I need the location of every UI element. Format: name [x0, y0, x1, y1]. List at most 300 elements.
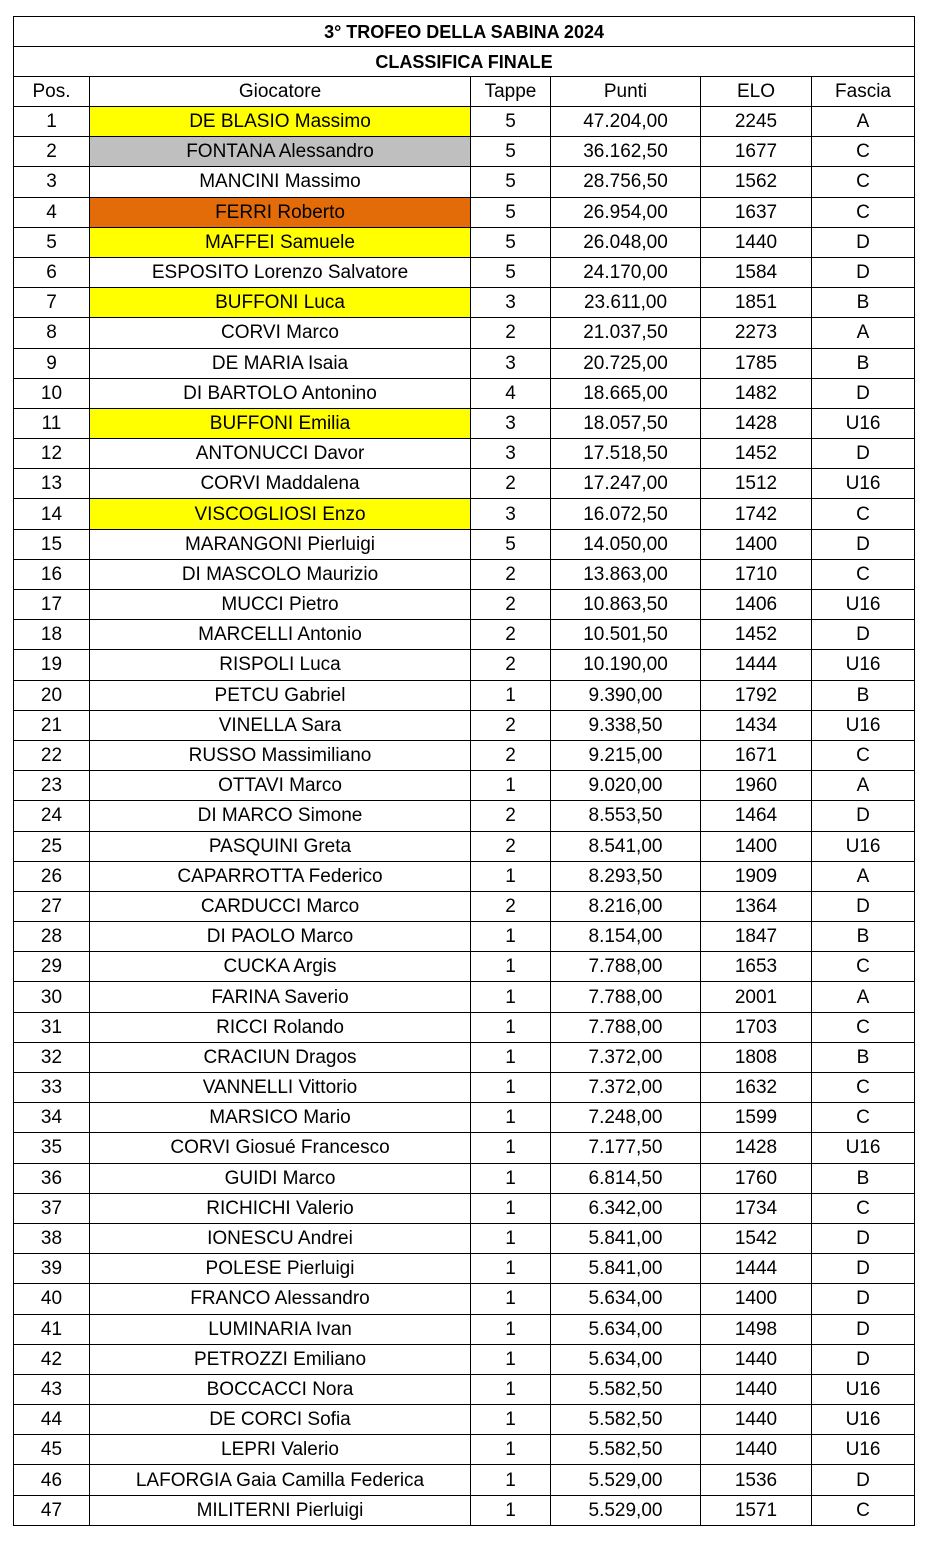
cell-punti: 16.072,50	[551, 499, 701, 529]
cell-tappe: 3	[471, 499, 551, 529]
cell-punti: 21.037,50	[551, 318, 701, 348]
cell-pos: 6	[14, 257, 90, 287]
cell-elo: 1653	[701, 952, 812, 982]
cell-fascia: C	[812, 197, 915, 227]
table-row	[14, 680, 915, 710]
table-row	[14, 439, 915, 469]
cell-giocatore: BOCCACCI Nora	[90, 1374, 471, 1404]
table-row	[14, 1314, 915, 1344]
table-row	[14, 801, 915, 831]
cell-tappe: 1	[471, 1073, 551, 1103]
cell-punti: 9.338,50	[551, 710, 701, 740]
cell-fascia: U16	[812, 469, 915, 499]
cell-fascia: D	[812, 257, 915, 287]
cell-pos: 8	[14, 318, 90, 348]
table-row	[14, 1254, 915, 1284]
cell-pos: 32	[14, 1042, 90, 1072]
cell-punti: 7.788,00	[551, 982, 701, 1012]
cell-pos: 11	[14, 408, 90, 438]
cell-punti: 8.293,50	[551, 861, 701, 891]
table-row	[14, 499, 915, 529]
cell-pos: 7	[14, 288, 90, 318]
cell-giocatore: OTTAVI Marco	[90, 771, 471, 801]
table-row	[14, 1163, 915, 1193]
cell-pos: 41	[14, 1314, 90, 1344]
cell-pos: 27	[14, 891, 90, 921]
cell-tappe: 1	[471, 1465, 551, 1495]
cell-pos: 24	[14, 801, 90, 831]
cell-punti: 13.863,00	[551, 559, 701, 589]
header-row	[14, 77, 915, 107]
cell-punti: 26.048,00	[551, 227, 701, 257]
cell-giocatore: VISCOGLIOSI Enzo	[90, 499, 471, 529]
cell-tappe: 2	[471, 710, 551, 740]
cell-fascia: C	[812, 1495, 915, 1525]
cell-elo: 1364	[701, 891, 812, 921]
cell-fascia: B	[812, 1163, 915, 1193]
cell-tappe: 1	[471, 1163, 551, 1193]
cell-pos: 2	[14, 137, 90, 167]
table-row	[14, 650, 915, 680]
table-row	[14, 288, 915, 318]
table-row	[14, 1042, 915, 1072]
cell-punti: 5.634,00	[551, 1344, 701, 1374]
cell-tappe: 3	[471, 439, 551, 469]
cell-elo: 1400	[701, 1284, 812, 1314]
cell-tappe: 1	[471, 1103, 551, 1133]
cell-tappe: 3	[471, 288, 551, 318]
cell-fascia: U16	[812, 1405, 915, 1435]
cell-fascia: U16	[812, 831, 915, 861]
header-pos: Pos.	[14, 77, 90, 107]
cell-elo: 1406	[701, 590, 812, 620]
cell-tappe: 1	[471, 1042, 551, 1072]
cell-pos: 31	[14, 1012, 90, 1042]
cell-elo: 1677	[701, 137, 812, 167]
cell-fascia: C	[812, 1073, 915, 1103]
cell-tappe: 2	[471, 318, 551, 348]
cell-elo: 1808	[701, 1042, 812, 1072]
table-row	[14, 1073, 915, 1103]
cell-punti: 5.529,00	[551, 1495, 701, 1525]
cell-elo: 1637	[701, 197, 812, 227]
cell-elo: 1785	[701, 348, 812, 378]
cell-pos: 17	[14, 590, 90, 620]
table-row	[14, 378, 915, 408]
cell-elo: 1671	[701, 740, 812, 770]
table-row	[14, 227, 915, 257]
table-row	[14, 1495, 915, 1525]
cell-giocatore: MARANGONI Pierluigi	[90, 529, 471, 559]
cell-giocatore: IONESCU Andrei	[90, 1223, 471, 1253]
cell-tappe: 5	[471, 529, 551, 559]
cell-tappe: 1	[471, 1223, 551, 1253]
cell-giocatore: CORVI Marco	[90, 318, 471, 348]
cell-elo: 1542	[701, 1223, 812, 1253]
cell-elo: 1440	[701, 227, 812, 257]
cell-tappe: 5	[471, 137, 551, 167]
cell-fascia: B	[812, 1042, 915, 1072]
table-row	[14, 922, 915, 952]
cell-tappe: 5	[471, 197, 551, 227]
cell-fascia: D	[812, 1314, 915, 1344]
cell-giocatore: RICCI Rolando	[90, 1012, 471, 1042]
cell-elo: 1428	[701, 408, 812, 438]
cell-fascia: C	[812, 740, 915, 770]
cell-tappe: 1	[471, 771, 551, 801]
cell-tappe: 2	[471, 740, 551, 770]
cell-punti: 5.582,50	[551, 1405, 701, 1435]
table-row	[14, 1465, 915, 1495]
cell-elo: 1440	[701, 1435, 812, 1465]
cell-tappe: 1	[471, 1374, 551, 1404]
cell-tappe: 1	[471, 1012, 551, 1042]
cell-giocatore: RICHICHI Valerio	[90, 1193, 471, 1223]
cell-elo: 1960	[701, 771, 812, 801]
cell-pos: 29	[14, 952, 90, 982]
cell-fascia: D	[812, 529, 915, 559]
cell-punti: 7.248,00	[551, 1103, 701, 1133]
cell-elo: 1710	[701, 559, 812, 589]
table-row	[14, 408, 915, 438]
cell-pos: 35	[14, 1133, 90, 1163]
cell-elo: 1734	[701, 1193, 812, 1223]
cell-punti: 9.215,00	[551, 740, 701, 770]
cell-elo: 1851	[701, 288, 812, 318]
cell-pos: 4	[14, 197, 90, 227]
cell-giocatore: FERRI Roberto	[90, 197, 471, 227]
cell-giocatore: FONTANA Alessandro	[90, 137, 471, 167]
cell-punti: 5.529,00	[551, 1465, 701, 1495]
cell-giocatore: MAFFEI Samuele	[90, 227, 471, 257]
cell-tappe: 1	[471, 1344, 551, 1374]
cell-giocatore: MUCCI Pietro	[90, 590, 471, 620]
cell-elo: 1847	[701, 922, 812, 952]
cell-giocatore: MARSICO Mario	[90, 1103, 471, 1133]
table-row	[14, 107, 915, 137]
cell-giocatore: BUFFONI Luca	[90, 288, 471, 318]
cell-pos: 19	[14, 650, 90, 680]
cell-pos: 20	[14, 680, 90, 710]
cell-giocatore: LEPRI Valerio	[90, 1435, 471, 1465]
cell-pos: 38	[14, 1223, 90, 1253]
cell-giocatore: DE MARIA Isaia	[90, 348, 471, 378]
table-row	[14, 710, 915, 740]
cell-fascia: A	[812, 318, 915, 348]
cell-giocatore: CAPARROTTA Federico	[90, 861, 471, 891]
table-row	[14, 771, 915, 801]
cell-punti: 7.372,00	[551, 1042, 701, 1072]
cell-giocatore: BUFFONI Emilia	[90, 408, 471, 438]
cell-elo: 1452	[701, 620, 812, 650]
cell-giocatore: DI MASCOLO Maurizio	[90, 559, 471, 589]
cell-tappe: 1	[471, 1254, 551, 1284]
cell-fascia: D	[812, 1465, 915, 1495]
table-row	[14, 590, 915, 620]
cell-fascia: D	[812, 439, 915, 469]
cell-elo: 1464	[701, 801, 812, 831]
cell-fascia: U16	[812, 590, 915, 620]
cell-punti: 18.665,00	[551, 378, 701, 408]
cell-pos: 12	[14, 439, 90, 469]
cell-tappe: 5	[471, 257, 551, 287]
cell-giocatore: RUSSO Massimiliano	[90, 740, 471, 770]
cell-giocatore: LUMINARIA Ivan	[90, 1314, 471, 1344]
cell-giocatore: DI MARCO Simone	[90, 801, 471, 831]
cell-elo: 1909	[701, 861, 812, 891]
cell-elo: 1536	[701, 1465, 812, 1495]
cell-elo: 2245	[701, 107, 812, 137]
cell-elo: 2001	[701, 982, 812, 1012]
cell-fascia: A	[812, 861, 915, 891]
cell-elo: 1444	[701, 1254, 812, 1284]
table-row	[14, 1405, 915, 1435]
cell-fascia: C	[812, 1193, 915, 1223]
table-row	[14, 559, 915, 589]
cell-giocatore: PETROZZI Emiliano	[90, 1344, 471, 1374]
cell-fascia: D	[812, 891, 915, 921]
table-row	[14, 1103, 915, 1133]
cell-pos: 22	[14, 740, 90, 770]
cell-giocatore: CRACIUN Dragos	[90, 1042, 471, 1072]
cell-pos: 16	[14, 559, 90, 589]
cell-fascia: C	[812, 167, 915, 197]
cell-giocatore: CORVI Maddalena	[90, 469, 471, 499]
cell-giocatore: FRANCO Alessandro	[90, 1284, 471, 1314]
cell-punti: 10.863,50	[551, 590, 701, 620]
header-tappe: Tappe	[471, 77, 551, 107]
cell-giocatore: DE BLASIO Massimo	[90, 107, 471, 137]
cell-punti: 10.501,50	[551, 620, 701, 650]
cell-elo: 1562	[701, 167, 812, 197]
cell-elo: 2273	[701, 318, 812, 348]
cell-elo: 1440	[701, 1344, 812, 1374]
cell-pos: 34	[14, 1103, 90, 1133]
cell-pos: 44	[14, 1405, 90, 1435]
cell-punti: 7.372,00	[551, 1073, 701, 1103]
cell-fascia: C	[812, 499, 915, 529]
cell-giocatore: CARDUCCI Marco	[90, 891, 471, 921]
cell-punti: 9.390,00	[551, 680, 701, 710]
cell-elo: 1703	[701, 1012, 812, 1042]
table-row	[14, 831, 915, 861]
cell-pos: 37	[14, 1193, 90, 1223]
cell-elo: 1452	[701, 439, 812, 469]
cell-tappe: 3	[471, 348, 551, 378]
cell-tappe: 2	[471, 559, 551, 589]
cell-punti: 5.582,50	[551, 1435, 701, 1465]
cell-punti: 20.725,00	[551, 348, 701, 378]
cell-elo: 1599	[701, 1103, 812, 1133]
cell-punti: 7.177,50	[551, 1133, 701, 1163]
cell-fascia: U16	[812, 408, 915, 438]
table-row	[14, 137, 915, 167]
cell-fascia: C	[812, 559, 915, 589]
cell-giocatore: ANTONUCCI Davor	[90, 439, 471, 469]
cell-fascia: U16	[812, 710, 915, 740]
cell-tappe: 2	[471, 620, 551, 650]
cell-punti: 28.756,50	[551, 167, 701, 197]
cell-tappe: 1	[471, 861, 551, 891]
cell-fascia: C	[812, 1103, 915, 1133]
cell-fascia: C	[812, 137, 915, 167]
header-punti: Punti	[551, 77, 701, 107]
table-row	[14, 1284, 915, 1314]
cell-pos: 42	[14, 1344, 90, 1374]
cell-tappe: 4	[471, 378, 551, 408]
cell-elo: 1498	[701, 1314, 812, 1344]
cell-punti: 5.634,00	[551, 1284, 701, 1314]
cell-punti: 8.553,50	[551, 801, 701, 831]
cell-pos: 46	[14, 1465, 90, 1495]
cell-tappe: 1	[471, 1405, 551, 1435]
cell-punti: 8.154,00	[551, 922, 701, 952]
cell-pos: 39	[14, 1254, 90, 1284]
cell-tappe: 2	[471, 891, 551, 921]
cell-pos: 10	[14, 378, 90, 408]
cell-giocatore: DI PAOLO Marco	[90, 922, 471, 952]
cell-tappe: 1	[471, 1495, 551, 1525]
cell-elo: 1760	[701, 1163, 812, 1193]
cell-punti: 7.788,00	[551, 1012, 701, 1042]
cell-punti: 17.518,50	[551, 439, 701, 469]
cell-punti: 14.050,00	[551, 529, 701, 559]
cell-tappe: 1	[471, 680, 551, 710]
cell-punti: 9.020,00	[551, 771, 701, 801]
cell-pos: 40	[14, 1284, 90, 1314]
cell-pos: 43	[14, 1374, 90, 1404]
standings-table	[13, 16, 915, 1526]
cell-fascia: U16	[812, 650, 915, 680]
cell-punti: 6.814,50	[551, 1163, 701, 1193]
cell-tappe: 3	[471, 408, 551, 438]
table-row	[14, 1435, 915, 1465]
cell-tappe: 5	[471, 227, 551, 257]
cell-pos: 5	[14, 227, 90, 257]
table-row	[14, 891, 915, 921]
cell-giocatore: VINELLA Sara	[90, 710, 471, 740]
cell-elo: 1571	[701, 1495, 812, 1525]
cell-punti: 17.247,00	[551, 469, 701, 499]
cell-pos: 26	[14, 861, 90, 891]
cell-tappe: 2	[471, 469, 551, 499]
cell-tappe: 1	[471, 1284, 551, 1314]
cell-giocatore: CUCKA Argis	[90, 952, 471, 982]
cell-fascia: D	[812, 1254, 915, 1284]
cell-punti: 8.216,00	[551, 891, 701, 921]
cell-punti: 23.611,00	[551, 288, 701, 318]
table-row	[14, 952, 915, 982]
cell-giocatore: MARCELLI Antonio	[90, 620, 471, 650]
cell-pos: 33	[14, 1073, 90, 1103]
cell-tappe: 1	[471, 982, 551, 1012]
cell-pos: 1	[14, 107, 90, 137]
cell-giocatore: VANNELLI Vittorio	[90, 1073, 471, 1103]
table-row	[14, 861, 915, 891]
cell-elo: 1742	[701, 499, 812, 529]
cell-pos: 14	[14, 499, 90, 529]
cell-tappe: 5	[471, 107, 551, 137]
cell-fascia: D	[812, 801, 915, 831]
title-row	[14, 17, 915, 47]
cell-giocatore: MANCINI Massimo	[90, 167, 471, 197]
cell-tappe: 1	[471, 1435, 551, 1465]
cell-tappe: 1	[471, 1133, 551, 1163]
table-row	[14, 529, 915, 559]
cell-elo: 1512	[701, 469, 812, 499]
cell-elo: 1400	[701, 529, 812, 559]
cell-tappe: 5	[471, 167, 551, 197]
cell-giocatore: CORVI Giosué Francesco	[90, 1133, 471, 1163]
cell-pos: 25	[14, 831, 90, 861]
table-row	[14, 1012, 915, 1042]
table-row	[14, 318, 915, 348]
table-row	[14, 740, 915, 770]
cell-elo: 1428	[701, 1133, 812, 1163]
cell-punti: 5.634,00	[551, 1314, 701, 1344]
table-row	[14, 1374, 915, 1404]
cell-punti: 47.204,00	[551, 107, 701, 137]
cell-elo: 1632	[701, 1073, 812, 1103]
cell-tappe: 1	[471, 1193, 551, 1223]
cell-elo: 1440	[701, 1405, 812, 1435]
cell-tappe: 2	[471, 801, 551, 831]
cell-elo: 1482	[701, 378, 812, 408]
cell-pos: 21	[14, 710, 90, 740]
header-fascia: Fascia	[812, 77, 915, 107]
cell-fascia: D	[812, 620, 915, 650]
cell-giocatore: PASQUINI Greta	[90, 831, 471, 861]
cell-fascia: A	[812, 771, 915, 801]
cell-fascia: B	[812, 922, 915, 952]
cell-fascia: C	[812, 952, 915, 982]
cell-pos: 30	[14, 982, 90, 1012]
cell-pos: 18	[14, 620, 90, 650]
cell-punti: 10.190,00	[551, 650, 701, 680]
cell-fascia: D	[812, 227, 915, 257]
cell-fascia: C	[812, 1012, 915, 1042]
table-row	[14, 1193, 915, 1223]
cell-pos: 45	[14, 1435, 90, 1465]
cell-elo: 1440	[701, 1374, 812, 1404]
table-row	[14, 1344, 915, 1374]
cell-punti: 26.954,00	[551, 197, 701, 227]
cell-pos: 23	[14, 771, 90, 801]
cell-elo: 1434	[701, 710, 812, 740]
cell-elo: 1400	[701, 831, 812, 861]
cell-giocatore: GUIDI Marco	[90, 1163, 471, 1193]
cell-fascia: B	[812, 288, 915, 318]
cell-giocatore: ESPOSITO Lorenzo Salvatore	[90, 257, 471, 287]
cell-tappe: 1	[471, 922, 551, 952]
cell-pos: 47	[14, 1495, 90, 1525]
cell-punti: 5.582,50	[551, 1374, 701, 1404]
cell-punti: 5.841,00	[551, 1223, 701, 1253]
cell-punti: 24.170,00	[551, 257, 701, 287]
cell-pos: 13	[14, 469, 90, 499]
table-title: 3° TROFEO DELLA SABINA 2024	[14, 17, 915, 47]
cell-fascia: U16	[812, 1435, 915, 1465]
table-row	[14, 197, 915, 227]
cell-elo: 1792	[701, 680, 812, 710]
cell-pos: 3	[14, 167, 90, 197]
cell-giocatore: PETCU Gabriel	[90, 680, 471, 710]
standings-body	[14, 107, 915, 1526]
cell-pos: 15	[14, 529, 90, 559]
table-row	[14, 348, 915, 378]
table-row	[14, 982, 915, 1012]
cell-pos: 28	[14, 922, 90, 952]
